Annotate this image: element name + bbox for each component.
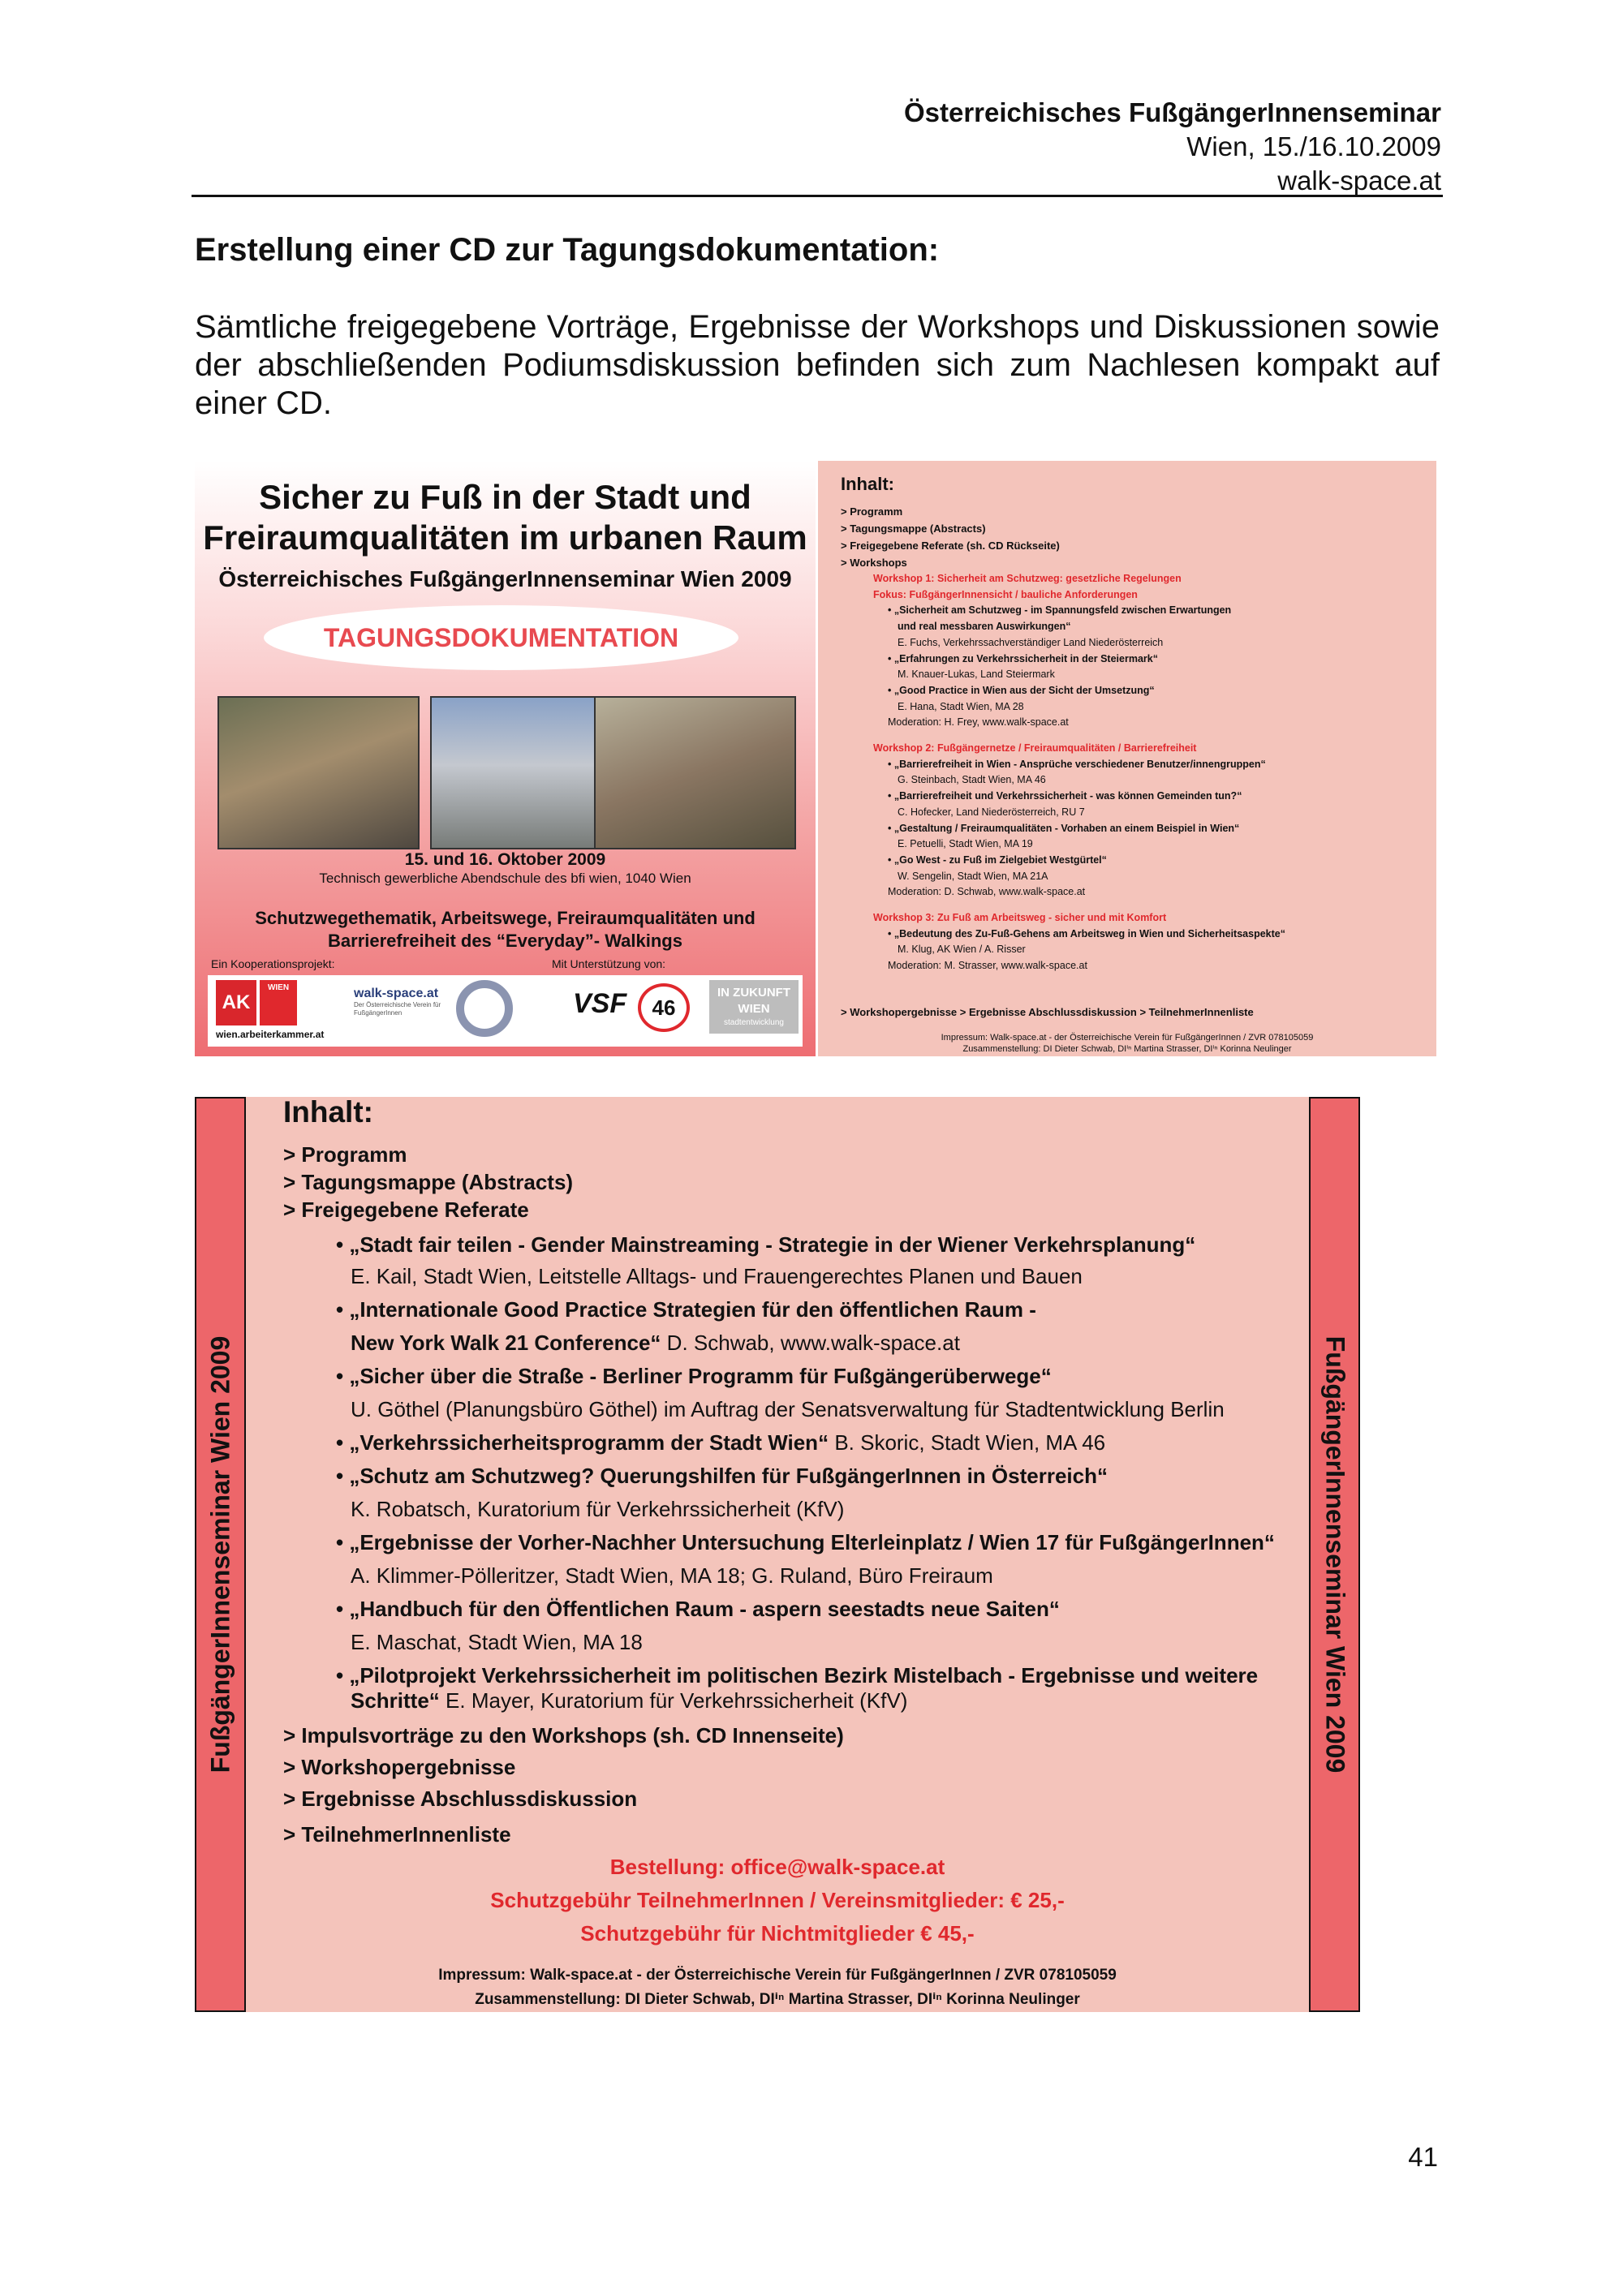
inhalt-small-footer: > Workshopergebnisse > Ergebnisse Abschlussdiskussion > TeilnehmerInnenliste xyxy=(841,1006,1254,1018)
walkspace-logo-sub: Der Österreichische Verein für FußgängerInnen xyxy=(354,1001,441,1017)
talk-item xyxy=(336,1662,1258,1688)
ak-logo xyxy=(216,980,256,1025)
spine-text-left: FußgängerInnenseminar Wien 2009 xyxy=(205,1335,235,1774)
talk-author: E. Maschat, Stadt Wien, MA 18 xyxy=(351,1630,643,1654)
stadtentw-logo-text: stadtentwicklung xyxy=(724,1018,784,1027)
talk-title: • „Gestaltung / Freiraumqualitäten - Vorhaben an einem Beispiel in Wien“ xyxy=(888,822,1240,834)
walkspace-logo-text: walk-space.at xyxy=(354,987,439,1000)
talk-title: und real messbaren Auswirkungen“ xyxy=(898,621,1071,633)
walkspace-logo xyxy=(354,987,467,1017)
inhalt-small-panel xyxy=(818,461,1436,1056)
impressum-line: Impressum: Walk-space.at - der Österreichische Verein für FußgängerInnen / ZVR 078105059 xyxy=(438,1967,1117,1984)
page-number: 41 xyxy=(1408,2142,1438,2172)
talk-author: E. Mayer, Kuratorium für Verkehrssicherheit (KfV) xyxy=(446,1688,908,1713)
ws3-moderation: Moderation: M. Strasser, www.walk-space.at xyxy=(888,960,1087,972)
photo-workshop xyxy=(594,696,796,849)
vsf-logo xyxy=(573,988,626,1020)
ma46-logo xyxy=(638,983,690,1032)
talk-author: E. Kail, Stadt Wien, Leitstelle Alltags- und Frauengerechtes Planen und Bauen xyxy=(351,1264,1083,1288)
talk-item xyxy=(351,1688,907,1713)
talk-item xyxy=(336,1596,1060,1622)
talk-item xyxy=(336,1529,1275,1555)
talk-title: • „Good Practice in Wien aus der Sicht der Umsetzung“ xyxy=(888,684,1155,696)
list-item: > Programm xyxy=(841,505,903,518)
zukunft-wien-logo xyxy=(709,980,799,1034)
impressum-line: Impressum: Walk-space.at - der Österreichische Verein für FußgängerInnen / ZVR 078105059 xyxy=(941,1033,1314,1043)
talk-title: • „Pilotprojekt Verkehrssicherheit im politischen Bezirk Mistelbach - Ergebnisse und weitere xyxy=(336,1663,1259,1688)
impressum-line: Zusammenstellung: DI Dieter Schwab, DIⁱⁿ Martina Strasser, DIⁱⁿ Korinna Neulinger xyxy=(962,1044,1292,1054)
ws2-talks xyxy=(873,757,1409,885)
talk-title: • „Sicherheit am Schutzweg - im Spannungsfeld zwischen Erwartungen xyxy=(888,604,1232,617)
fee-nonmembers: Schutzgebühr für Nichtmitglieder € 45,- xyxy=(580,1921,975,1946)
list-item: > Freigegebene Referate (sh. CD Rückseite) xyxy=(841,540,1060,552)
logo-strip xyxy=(208,975,803,1047)
flyer-panel xyxy=(195,461,816,1056)
talk-item xyxy=(336,1463,1108,1489)
vsf-logo-text: VSF xyxy=(573,988,627,1019)
talk-item xyxy=(336,1430,1105,1455)
talk-title: • „Bedeutung des Zu-Fuß-Gehens am Arbeitsweg in Wien und Sicherheitsaspekte“ xyxy=(888,927,1285,939)
ma46-logo-text: 46 xyxy=(652,995,676,1020)
talk-author: E. Hana, Stadt Wien, MA 28 xyxy=(898,700,1024,712)
inhalt-small-impressum xyxy=(818,1032,1436,1055)
ws1-talks xyxy=(873,603,1409,715)
ak-url: wien.arbeiterkammer.at xyxy=(216,1029,325,1040)
talk-author: M. Knauer-Lukas, Land Steiermark xyxy=(898,669,1055,681)
ws3-talks xyxy=(873,927,1409,958)
list-item: > Tagungsmappe (Abstracts) xyxy=(283,1170,574,1194)
list-item: > TeilnehmerInnenliste xyxy=(283,1822,511,1847)
flyer-title-line2: Freiraumqualitäten im urbanen Raum xyxy=(203,518,807,557)
flyer-location: Technisch gewerbliche Abendschule des bfi wien, 1040 Wien xyxy=(319,871,691,886)
wien-logo xyxy=(260,980,297,1025)
header-date: Wien, 15./16.10.2009 xyxy=(1186,131,1441,161)
photo-audience xyxy=(217,696,420,849)
workshop-list xyxy=(873,571,1409,974)
flyer-theme xyxy=(195,907,816,952)
cover-impressum xyxy=(195,1963,1360,2012)
list-item: > Workshops xyxy=(841,557,907,569)
talk-author: A. Klimmer-Pölleritzer, Stadt Wien, MA 18; G. Ruland, Büro Freiraum xyxy=(351,1563,993,1588)
talk-author: D. Schwab, www.walk-space.at xyxy=(666,1331,960,1355)
flyer-theme-line2: Barrierefreiheit des “Everyday”- Walkings xyxy=(328,931,682,951)
talk-title: • „Stadt fair teilen - Gender Mainstreaming - Strategie in der Wiener Verkehrsplanung“ xyxy=(336,1232,1196,1257)
talk-author: E. Petuelli, Stadt Wien, MA 19 xyxy=(898,838,1033,850)
inhalt-small-list xyxy=(841,503,1060,571)
zukunft-logo-text: IN ZUKUNFT WIEN xyxy=(717,986,790,1016)
fee-members: Schutzgebühr TeilnehmerInnen / Vereinsmitglieder: € 25,- xyxy=(490,1888,1065,1912)
impressum-line: Zusammenstellung: DI Dieter Schwab, DIⁱⁿ Martina Strasser, DIⁱⁿ Korinna Neulinger xyxy=(475,1991,1080,2008)
coop-label: Ein Kooperationsprojekt: xyxy=(211,957,335,970)
ws1-moderation: Moderation: H. Frey, www.walk-space.at xyxy=(888,716,1069,729)
list-item: > Workshopergebnisse xyxy=(283,1755,516,1779)
talk-author: M. Klug, AK Wien / A. Risser xyxy=(898,944,1026,956)
ws2-moderation: Moderation: D. Schwab, www.walk-space.at xyxy=(888,886,1086,898)
flyer-subtitle: Österreichisches FußgängerInnenseminar Wien 2009 xyxy=(218,566,792,591)
section-title: Erstellung einer CD zur Tagungsdokumentation: xyxy=(195,232,940,268)
circle-logo-icon xyxy=(456,980,513,1037)
talk-title: • „Sicher über die Straße - Berliner Programm für Fußgängerüberwege“ xyxy=(336,1364,1052,1388)
talk-title: • „Ergebnisse der Vorher-Nachher Untersuchung Elterleinplatz / Wien 17 für FußgängerInnen“ xyxy=(336,1530,1275,1554)
ws3-title: Workshop 3: Zu Fuß am Arbeitsweg - sicher und mit Komfort xyxy=(873,912,1167,924)
talk-title: • „Schutz am Schutzweg? Querungshilfen für FußgängerInnen in Österreich“ xyxy=(336,1464,1108,1488)
talk-title: New York Walk 21 Conference“ xyxy=(351,1331,661,1355)
ws2-title: Workshop 2: Fußgängernetze / Freiraumqualitäten / Barrierefreiheit xyxy=(873,742,1197,755)
talk-author: B. Skoric, Stadt Wien, MA 46 xyxy=(834,1430,1106,1455)
talk-title: • „Barrierefreiheit und Verkehrssicherheit - was können Gemeinden tun?“ xyxy=(888,790,1242,802)
header-seminar: Österreichisches FußgängerInnenseminar xyxy=(903,97,1441,127)
section-intro: Sämtliche freigegebene Vorträge, Ergebnisse der Workshops und Diskussionen sowie der abschließenden Podiumsdiskussion befinden sich zum Nachlesen kompakt auf einer CD. xyxy=(195,309,1440,421)
talk-author: G. Steinbach, Stadt Wien, MA 46 xyxy=(898,774,1046,786)
flyer-title xyxy=(195,477,816,558)
flyer-date: 15. und 16. Oktober 2009 xyxy=(404,850,606,869)
talk-author: E. Fuchs, Verkehrssachverständiger Land Niederösterreich xyxy=(898,636,1164,648)
talk-item xyxy=(351,1330,960,1356)
talk-author: K. Robatsch, Kuratorium für Verkehrssicherheit (KfV) xyxy=(351,1497,845,1521)
flyer-oval-label: TAGUNGSDOKUMENTATION xyxy=(264,605,738,670)
talk-author: U. Göthel (Planungsbüro Göthel) im Auftrag der Senatsverwaltung für Stadtentwicklung Berlin xyxy=(351,1397,1225,1421)
talk-title: • „Internationale Good Practice Strategien für den öffentlichen Raum - xyxy=(336,1297,1036,1322)
order-line: Bestellung: office@walk-space.at xyxy=(609,1855,945,1879)
list-item: > Impulsvorträge zu den Workshops (sh. CD Innenseite) xyxy=(283,1723,844,1748)
wien-logo-text: WIEN xyxy=(267,983,290,992)
support-label: Mit Unterstützung von: xyxy=(552,957,666,970)
list-item: > Programm xyxy=(283,1142,407,1167)
cover-title: Inhalt: xyxy=(283,1095,373,1129)
talk-title: • „Verkehrssicherheitsprogramm der Stadt Wien“ xyxy=(336,1430,829,1455)
talk-item xyxy=(336,1363,1052,1389)
list-item: > Tagungsmappe (Abstracts) xyxy=(841,522,986,535)
spine-text-right: FußgängerInnenseminar Wien 2009 xyxy=(1320,1335,1350,1774)
ws1-title: Workshop 1: Sicherheit am Schutzweg: gesetzliche Regelungen xyxy=(873,573,1182,584)
ak-logo-text: AK xyxy=(222,991,251,1013)
talk-author: W. Sengelin, Stadt Wien, MA 21A xyxy=(898,870,1048,882)
talk-title: • „Go West - zu Fuß im Zielgebiet Westgürtel“ xyxy=(888,853,1107,866)
flyer-theme-line1: Schutzwegethematik, Arbeitswege, Freiraumqualitäten und xyxy=(255,908,756,928)
header-site: walk-space.at xyxy=(1277,166,1441,196)
talk-author: C. Hofecker, Land Niederösterreich, RU 7 xyxy=(898,806,1085,818)
inhalt-small-title: Inhalt: xyxy=(841,474,894,494)
talk-item xyxy=(336,1296,1036,1322)
header-rule xyxy=(192,195,1443,197)
cd-cover-panel xyxy=(195,1097,1360,2012)
talk-title: • „Erfahrungen zu Verkehrssicherheit in der Steiermark“ xyxy=(888,652,1158,664)
talk-title: • „Handbuch für den Öffentlichen Raum - aspern seestadts neue Saiten“ xyxy=(336,1597,1060,1621)
list-item: > Ergebnisse Abschlussdiskussion xyxy=(283,1786,638,1811)
list-item: > Freigegebene Referate xyxy=(283,1197,529,1222)
talk-title: • „Barrierefreiheit in Wien - Ansprüche verschiedener Benutzer/innengruppen“ xyxy=(888,758,1266,770)
talk-item xyxy=(336,1232,1195,1258)
talk-title: Schritte“ xyxy=(351,1688,440,1713)
ws1-focus: Fokus: FußgängerInnensicht / bauliche Anforderungen xyxy=(873,588,1138,600)
flyer-title-line1: Sicher zu Fuß in der Stadt und xyxy=(259,478,751,516)
page-header xyxy=(904,96,1441,198)
